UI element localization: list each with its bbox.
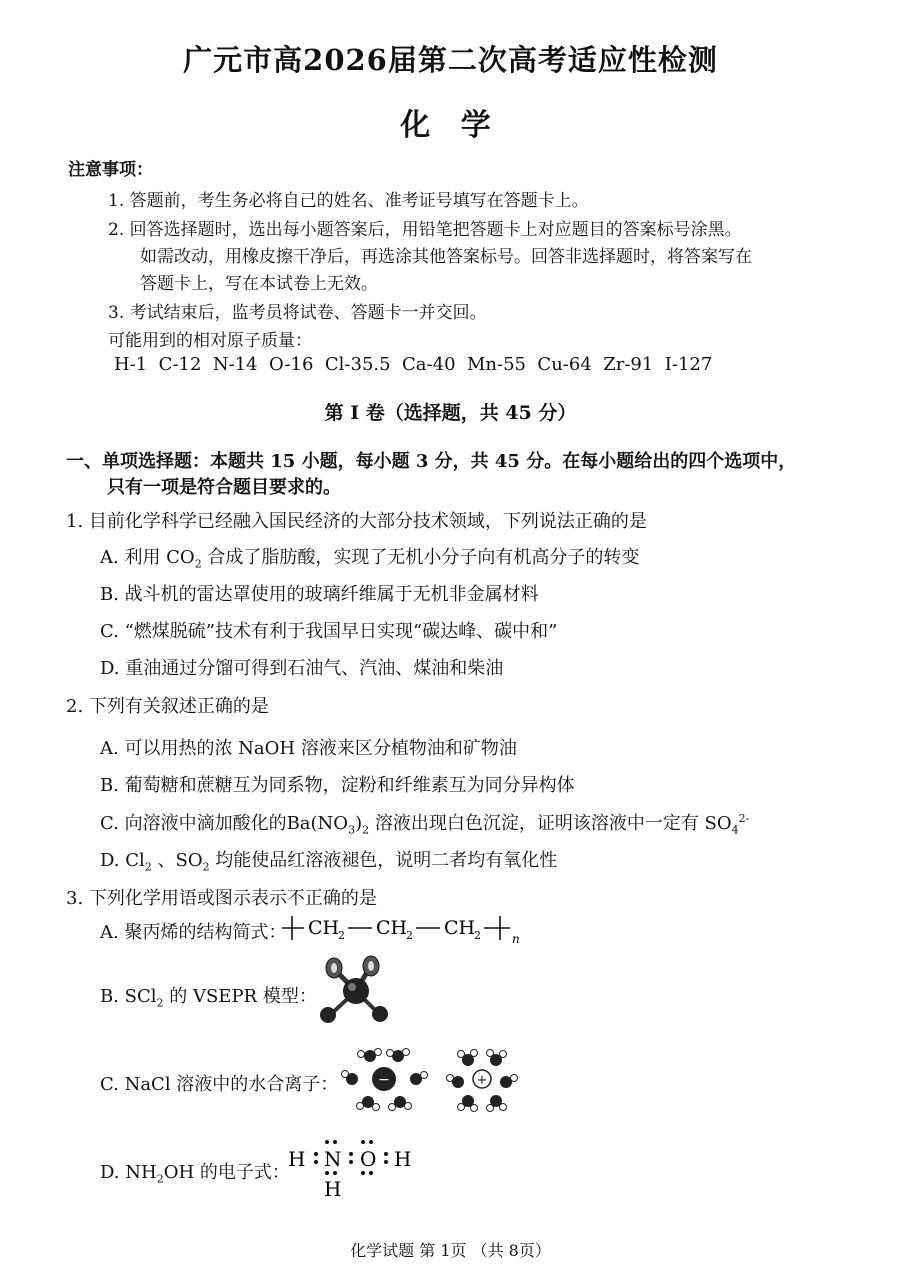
q2-option-b: B. 葡萄糖和蔗糖互为同系物，淀粉和纤维素互为同分异构体 bbox=[100, 775, 575, 796]
atomic-mass-list: H-1 C-12 N-14 O-16 Cl-35.5 Ca-40 Mn-55 Cu-64 Zr-91 I-127 bbox=[114, 354, 713, 375]
ch2-sub-2: 2 bbox=[406, 929, 413, 942]
notice-heading: 注意事项： bbox=[68, 160, 153, 180]
notice-item-2-cont2: 答题卡上，写在本试卷上无效。 bbox=[140, 274, 378, 294]
q1-option-a: A. 利用 $CO_2$ 合成了脂肪酸，实现了无机小分子向有机高分子的转变 bbox=[100, 547, 640, 571]
section-title: 第 I 卷（选择题，共 45 分） bbox=[324, 402, 577, 424]
q1-stem: 1. 目前化学科学已经融入国民经济的大部分技术领域，下列说法正确的是 bbox=[66, 511, 647, 532]
subject-title: 化 学 bbox=[400, 108, 501, 143]
page-footer: 化学试题 第 1页 （共 8页） bbox=[350, 1241, 551, 1260]
atom-h-left: H bbox=[288, 1147, 306, 1171]
q3-option-a-label: A. 聚丙烯的结构简式： bbox=[100, 922, 287, 943]
q3-option-d-label: D. $NH_2OH$ 的电子式： bbox=[100, 1162, 290, 1186]
ch2-sub-3: 2 bbox=[474, 929, 481, 942]
ch2-group-1: CH bbox=[308, 917, 340, 939]
notice-item-1: 1. 答题前，考生务必将自己的姓名、准考证号填写在答题卡上。 bbox=[108, 191, 589, 211]
atomic-mass-label: 可能用到的相对原子质量： bbox=[108, 331, 312, 351]
notice-item-2-cont: 如需改动，用橡皮擦干净后，再选涂其他答案标号。回答非选择题时，将答案写在 bbox=[140, 247, 752, 267]
q2-stem: 2. 下列有关叙述正确的是 bbox=[66, 696, 269, 717]
q1-option-b: B. 战斗机的雷达罩使用的玻璃纤维属于无机非金属材料 bbox=[100, 584, 539, 605]
hydrated-ions-image bbox=[340, 1046, 530, 1112]
ch2-group-3: CH bbox=[444, 917, 476, 939]
atom-o: O bbox=[360, 1147, 377, 1171]
electron-formula bbox=[284, 1132, 424, 1204]
sodium-sign: + bbox=[476, 1073, 488, 1088]
section-instruction-cont: 只有一项是符合题目要求的。 bbox=[107, 477, 341, 498]
q1-option-d: D. 重油通过分馏可得到石油气、汽油、煤油和柴油 bbox=[100, 658, 504, 679]
section-instruction: 一、单项选择题：本题共 15 小题，每小题 3 分，共 45 分。在每小题给出的四个选项中， bbox=[66, 451, 797, 472]
repeat-n: n bbox=[512, 932, 520, 946]
chloride-sign: − bbox=[378, 1072, 390, 1088]
atom-n: N bbox=[324, 1147, 342, 1171]
q3-option-b-label: B. SCl$_2$ 的 VSEPR 模型： bbox=[100, 986, 317, 1010]
q3-option-c-label: C. NaCl 溶液中的水合离子： bbox=[100, 1074, 339, 1095]
atom-h-right: H bbox=[394, 1147, 412, 1171]
atom-h-bottom: H bbox=[324, 1177, 342, 1201]
q1-option-c: C. “燃煤脱硫”技术有利于我国早日实现“碳达峰、碳中和” bbox=[100, 621, 558, 642]
q2-option-a: A. 可以用热的浓 NaOH 溶液来区分植物油和矿物油 bbox=[100, 738, 517, 759]
ch2-group-2: CH bbox=[376, 917, 408, 939]
exam-title: 广元市高2026届第二次高考适应性检测 bbox=[183, 43, 718, 77]
q2-option-d: D. $Cl_2$ 、$SO_2$ 均能使品红溶液褪色，说明二者均有氧化性 bbox=[100, 850, 558, 874]
q3-stem: 3. 下列化学用语或图示表示不正确的是 bbox=[66, 888, 377, 909]
notice-item-3: 3. 考试结束后，监考员将试卷、答题卡一并交回。 bbox=[108, 303, 487, 323]
notice-item-2: 2. 回答选择题时，选出每小题答案后，用铅笔把答题卡上对应题目的答案标号涂黑。 bbox=[108, 220, 742, 240]
vsepr-model-image bbox=[316, 955, 396, 1027]
ch2-sub-1: 2 bbox=[338, 929, 345, 942]
polymer-structure-formula bbox=[278, 910, 548, 946]
q2-option-c: C. 向溶液中滴加酸化的$Ba(NO_3)_2$ 溶液出现白色沉淀，证明该溶液中一定有 $SO_4^{2-}$ bbox=[100, 812, 750, 837]
